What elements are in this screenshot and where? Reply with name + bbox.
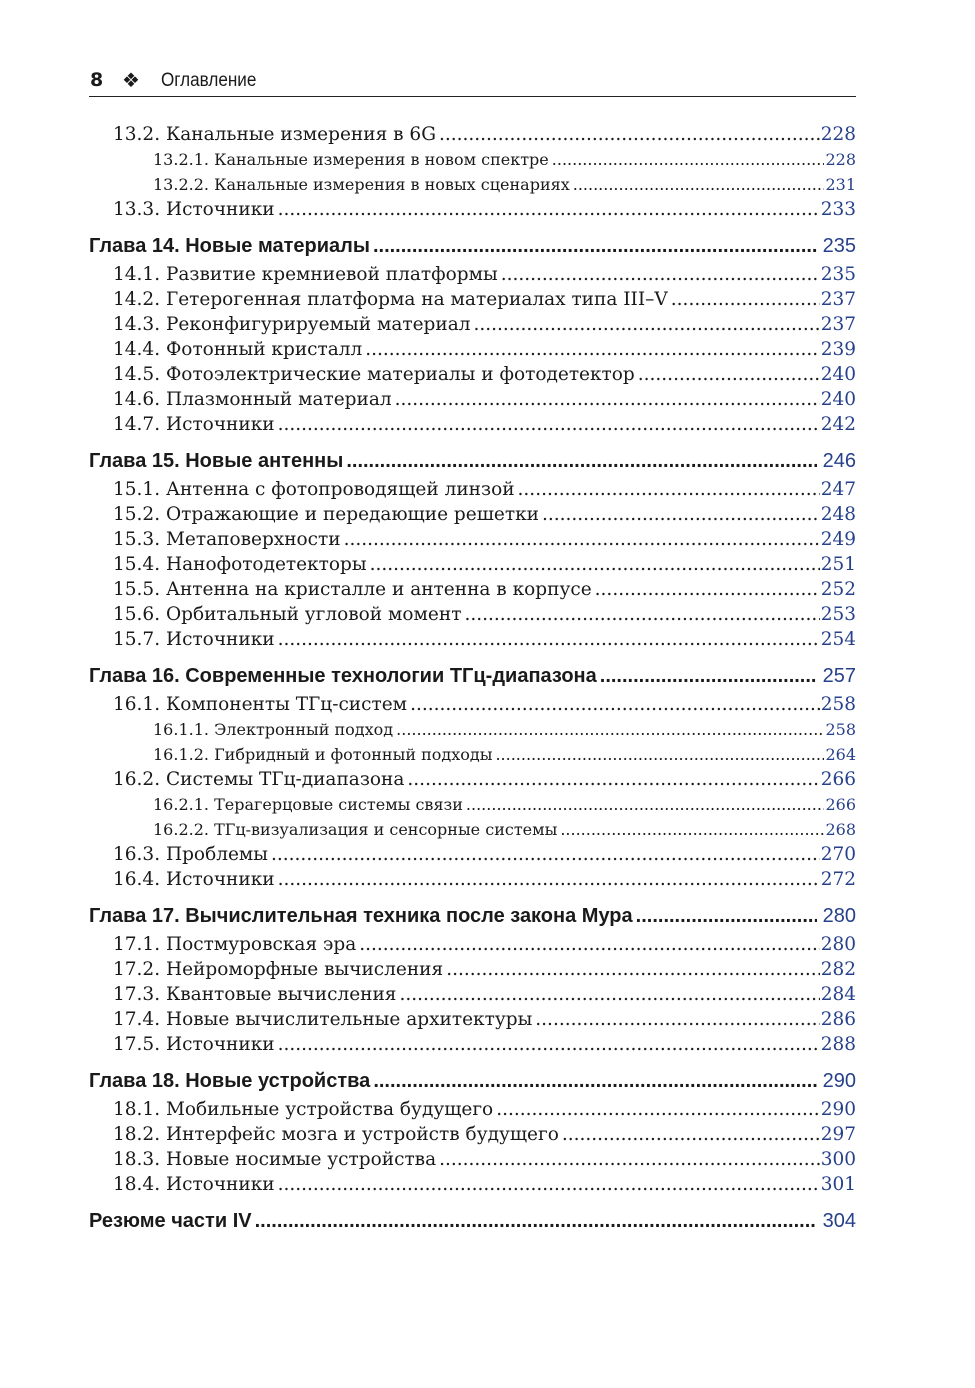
- toc-section-entry[interactable]: [89, 122, 856, 147]
- toc-entry-title: 18.2. Интерфейс мозга и устройств будущего: [113, 1124, 559, 1145]
- toc-page-number[interactable]: 300: [820, 1149, 856, 1170]
- toc-entry-title: 14.7. Источники: [113, 414, 275, 435]
- toc-entry-title: 15.1. Антенна с фотопроводящей линзой: [113, 479, 515, 500]
- toc-section-entry[interactable]: [89, 932, 856, 957]
- toc-page-number[interactable]: 280: [822, 905, 856, 927]
- toc-entry-title: 13.2. Канальные измерения в 6G: [113, 124, 436, 145]
- dot-leader: [474, 312, 820, 337]
- dot-leader: [501, 262, 820, 287]
- toc-page-number[interactable]: 247: [820, 479, 856, 500]
- toc-entry-title: Глава 14. Новые материалы: [89, 235, 370, 257]
- toc-page-number[interactable]: 228: [825, 150, 856, 169]
- toc-section-entry[interactable]: [89, 957, 856, 982]
- toc-section-entry[interactable]: [89, 1097, 856, 1122]
- dot-leader: [446, 957, 820, 982]
- dot-leader: [346, 446, 816, 477]
- dot-leader: [600, 661, 817, 692]
- toc-section-entry[interactable]: [89, 692, 856, 717]
- toc-chapter-entry[interactable]: [89, 901, 856, 932]
- toc-page-number[interactable]: 284: [820, 984, 856, 1005]
- toc-entry-title: 15.5. Антенна на кристалле и антенна в корпусе: [113, 579, 592, 600]
- toc-entry-title: 15.2. Отражающие и передающие решетки: [113, 504, 539, 525]
- toc-section-entry[interactable]: [89, 197, 856, 222]
- toc-section-entry[interactable]: [89, 627, 856, 652]
- toc-page-number[interactable]: 231: [825, 175, 856, 194]
- toc-page-number[interactable]: 268: [825, 820, 856, 839]
- toc-section-entry[interactable]: [89, 1147, 856, 1172]
- toc-entry-title: 14.5. Фотоэлектрические материалы и фотодетектор: [113, 364, 635, 385]
- toc-page-number[interactable]: 257: [822, 665, 856, 687]
- toc-section-entry[interactable]: [89, 867, 856, 892]
- toc-entry-title: 14.1. Развитие кремниевой платформы: [113, 264, 498, 285]
- toc-page-number[interactable]: 304: [822, 1210, 856, 1232]
- toc-chapter-entry[interactable]: [89, 231, 856, 262]
- toc-subsection-entry[interactable]: [89, 817, 856, 842]
- table-of-contents: [89, 122, 856, 1237]
- toc-entry-title: Резюме части IV: [89, 1210, 252, 1232]
- toc-entry-title: 17.4. Новые вычислительные архитектуры: [113, 1009, 533, 1030]
- dot-leader: [344, 527, 820, 552]
- toc-section-entry[interactable]: [89, 362, 856, 387]
- toc-entry-title: 17.1. Постмуровская эра: [113, 934, 357, 955]
- toc-section-entry[interactable]: [89, 387, 856, 412]
- dot-leader: [496, 1097, 819, 1122]
- toc-entry-title: 16.1.2. Гибридный и фотонный подходы: [153, 745, 493, 764]
- toc-section-entry[interactable]: [89, 602, 856, 627]
- toc-page-number[interactable]: 286: [820, 1009, 856, 1030]
- dot-leader: [671, 287, 820, 312]
- toc-entry-title: 17.5. Источники: [113, 1034, 275, 1055]
- toc-page-number[interactable]: 270: [820, 844, 856, 865]
- toc-section-entry[interactable]: [89, 527, 856, 552]
- toc-entry-title: Глава 17. Вычислительная техника после закона Мура: [89, 905, 633, 927]
- toc-section-entry[interactable]: [89, 982, 856, 1007]
- dot-leader: [396, 717, 824, 742]
- toc-entry-title: 13.2.1. Канальные измерения в новом спектре: [153, 150, 549, 169]
- toc-page-number[interactable]: 288: [820, 1034, 856, 1055]
- toc-page-number[interactable]: 246: [822, 450, 856, 472]
- dot-leader: [395, 387, 820, 412]
- dot-leader: [278, 627, 820, 652]
- toc-entry-title: Глава 15. Новые антенны: [89, 450, 344, 472]
- dot-leader: [466, 792, 825, 817]
- ornament-icon: ❖: [122, 68, 140, 92]
- toc-page-number[interactable]: 272: [820, 869, 856, 890]
- dot-leader: [439, 122, 820, 147]
- dot-leader: [638, 362, 820, 387]
- toc-entry-title: 14.4. Фотонный кристалл: [113, 339, 363, 360]
- toc-page-number[interactable]: 290: [822, 1070, 856, 1092]
- toc-page-number[interactable]: 280: [820, 934, 856, 955]
- toc-entry-title: 16.3. Проблемы: [113, 844, 269, 865]
- toc-page-number[interactable]: 239: [820, 339, 856, 360]
- dot-leader: [370, 552, 820, 577]
- toc-section-entry[interactable]: [89, 1172, 856, 1197]
- toc-entry-title: 16.2. Системы ТГц-диапазона: [113, 769, 405, 790]
- toc-page-number[interactable]: 264: [825, 745, 856, 764]
- toc-page-number[interactable]: 251: [820, 554, 856, 575]
- toc-page-number[interactable]: 266: [825, 795, 856, 814]
- toc-section-entry[interactable]: [89, 287, 856, 312]
- dot-leader: [464, 602, 819, 627]
- dot-leader: [271, 842, 820, 867]
- toc-page-number[interactable]: 252: [820, 579, 856, 600]
- toc-page-number[interactable]: 233: [820, 199, 856, 220]
- toc-chapter-entry[interactable]: [89, 661, 856, 692]
- toc-page-number[interactable]: 237: [820, 289, 856, 310]
- toc-page-number[interactable]: 301: [820, 1174, 856, 1195]
- toc-chapter-entry[interactable]: [89, 1066, 856, 1097]
- toc-entry-title: 16.1. Компоненты ТГц-систем: [113, 694, 408, 715]
- toc-page-number[interactable]: 242: [820, 414, 856, 435]
- toc-entry-title: 18.3. Новые носимые устройства: [113, 1149, 437, 1170]
- toc-section-entry[interactable]: [89, 842, 856, 867]
- dot-leader: [542, 502, 820, 527]
- dot-leader: [278, 412, 820, 437]
- toc-page-number[interactable]: 248: [820, 504, 856, 525]
- toc-subsection-entry[interactable]: [89, 742, 856, 767]
- toc-page-number[interactable]: 240: [820, 389, 856, 410]
- dot-leader: [278, 197, 820, 222]
- dot-leader: [560, 817, 824, 842]
- toc-entry-title: 18.4. Источники: [113, 1174, 275, 1195]
- toc-page-number[interactable]: 266: [820, 769, 856, 790]
- toc-entry-title: 16.2.2. ТГц-визуализация и сенсорные системы: [153, 820, 558, 839]
- toc-subsection-entry[interactable]: [89, 147, 856, 172]
- dot-leader: [495, 742, 824, 767]
- toc-page-number[interactable]: 235: [822, 235, 856, 257]
- toc-entry-title: 17.3. Квантовые вычисления: [113, 984, 397, 1005]
- dot-leader: [278, 1172, 820, 1197]
- toc-page-number[interactable]: 240: [820, 364, 856, 385]
- toc-entry-title: 13.2.2. Канальные измерения в новых сценариях: [153, 175, 570, 194]
- dot-leader: [278, 867, 820, 892]
- toc-entry-title: 15.4. Нанофотодетекторы: [113, 554, 367, 575]
- dot-leader: [552, 147, 825, 172]
- toc-page-number[interactable]: 228: [820, 124, 856, 145]
- toc-subsection-entry[interactable]: [89, 792, 856, 817]
- toc-entry-title: Глава 18. Новые устройства: [89, 1070, 371, 1092]
- toc-entry-title: 16.4. Источники: [113, 869, 275, 890]
- dot-leader: [407, 767, 819, 792]
- dot-leader: [562, 1122, 820, 1147]
- toc-page-number[interactable]: 290: [820, 1099, 856, 1120]
- toc-page-number[interactable]: 254: [820, 629, 856, 650]
- toc-section-entry[interactable]: [89, 337, 856, 362]
- toc-page-number[interactable]: 297: [820, 1124, 856, 1145]
- dot-leader: [255, 1206, 817, 1237]
- dot-leader: [535, 1007, 819, 1032]
- toc-entry-title: 16.1.1. Электронный подход: [153, 720, 394, 739]
- toc-page-number[interactable]: 235: [820, 264, 856, 285]
- running-title: Оглавление: [161, 70, 257, 91]
- toc-entry-title: 18.1. Мобильные устройства будущего: [113, 1099, 494, 1120]
- dot-leader: [373, 231, 817, 262]
- toc-section-entry[interactable]: [89, 502, 856, 527]
- toc-page-number[interactable]: 282: [820, 959, 856, 980]
- toc-section-entry[interactable]: [89, 552, 856, 577]
- toc-page-number[interactable]: 253: [820, 604, 856, 625]
- toc-section-entry[interactable]: [89, 477, 856, 502]
- toc-entry-title: 14.3. Реконфигурируемый материал: [113, 314, 471, 335]
- dot-leader: [636, 901, 817, 932]
- toc-chapter-entry[interactable]: [89, 1206, 856, 1237]
- toc-section-entry[interactable]: [89, 312, 856, 337]
- toc-page-number[interactable]: 237: [820, 314, 856, 335]
- toc-page-number[interactable]: 258: [820, 694, 856, 715]
- toc-subsection-entry[interactable]: [89, 717, 856, 742]
- dot-leader: [439, 1147, 820, 1172]
- dot-leader: [359, 932, 819, 957]
- dot-leader: [573, 172, 825, 197]
- dot-leader: [365, 337, 819, 362]
- toc-section-entry[interactable]: [89, 577, 856, 602]
- toc-entry-title: Глава 16. Современные технологии ТГц-диапазона: [89, 665, 597, 687]
- toc-entry-title: 15.6. Орбитальный угловой момент: [113, 604, 462, 625]
- running-header: [89, 64, 856, 97]
- toc-section-entry[interactable]: [89, 1007, 856, 1032]
- toc-entry-title: 15.7. Источники: [113, 629, 275, 650]
- toc-subsection-entry[interactable]: [89, 172, 856, 197]
- dot-leader: [373, 1066, 816, 1097]
- dot-leader: [518, 477, 820, 502]
- toc-section-entry[interactable]: [89, 412, 856, 437]
- toc-entry-title: 15.3. Метаповерхности: [113, 529, 341, 550]
- toc-section-entry[interactable]: [89, 767, 856, 792]
- toc-page-number[interactable]: 249: [820, 529, 856, 550]
- toc-section-entry[interactable]: [89, 262, 856, 287]
- toc-section-entry[interactable]: [89, 1122, 856, 1147]
- toc-section-entry[interactable]: [89, 1032, 856, 1057]
- dot-leader: [399, 982, 819, 1007]
- toc-entry-title: 14.6. Плазмонный материал: [113, 389, 392, 410]
- toc-entry-title: 17.2. Нейроморфные вычисления: [113, 959, 444, 980]
- dot-leader: [278, 1032, 820, 1057]
- dot-leader: [595, 577, 820, 602]
- toc-entry-title: 16.2.1. Терагерцовые системы связи: [153, 795, 463, 814]
- page-number: 8: [90, 69, 104, 91]
- toc-page-number[interactable]: 258: [825, 720, 856, 739]
- dot-leader: [410, 692, 820, 717]
- toc-chapter-entry[interactable]: [89, 446, 856, 477]
- toc-entry-title: 14.2. Гетерогенная платформа на материалах типа III–V: [113, 289, 668, 310]
- toc-entry-title: 13.3. Источники: [113, 199, 275, 220]
